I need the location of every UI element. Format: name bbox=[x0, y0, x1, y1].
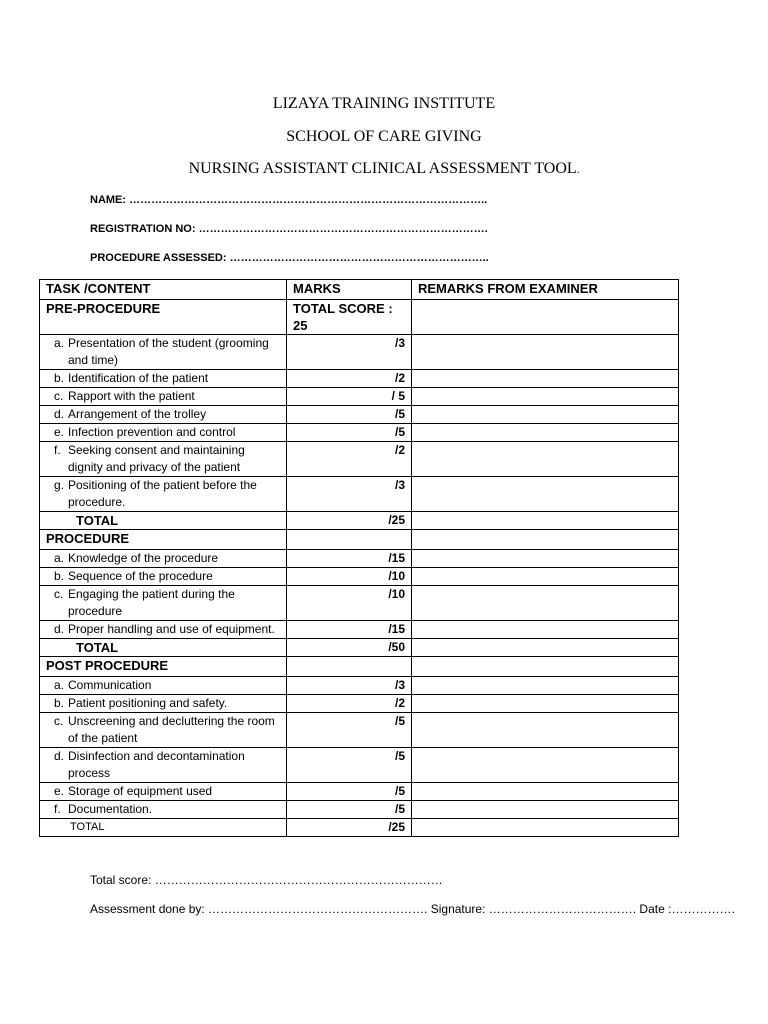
remarks-cell[interactable] bbox=[412, 530, 679, 550]
table-row bbox=[40, 335, 679, 370]
school-name: SCHOOL OF CARE GIVING bbox=[286, 127, 482, 145]
task-cell bbox=[40, 370, 287, 388]
marks-cell: /5 bbox=[287, 406, 412, 424]
item-text: Engaging the patient during the procedure bbox=[68, 587, 235, 618]
tool-title-suffix: . bbox=[576, 164, 580, 176]
task-cell bbox=[40, 335, 287, 370]
remarks-cell[interactable] bbox=[412, 586, 679, 621]
remarks-cell[interactable] bbox=[412, 748, 679, 783]
section-row-procedure bbox=[40, 530, 679, 550]
task-cell bbox=[40, 568, 287, 586]
marks-cell: /5 bbox=[287, 783, 412, 801]
task-cell bbox=[40, 406, 287, 424]
task-content bbox=[46, 388, 280, 405]
remarks-cell[interactable] bbox=[412, 783, 679, 801]
procedure-field[interactable]: PROCEDURE ASSESSED: …………………………………………………………….. bbox=[90, 252, 489, 264]
task-cell bbox=[40, 388, 287, 406]
remarks-cell[interactable] bbox=[412, 512, 679, 530]
total-row bbox=[40, 639, 679, 657]
table-row bbox=[40, 388, 679, 406]
marks-cell bbox=[287, 530, 412, 550]
task-content bbox=[46, 424, 280, 441]
col-marks-header: MARKS bbox=[287, 280, 412, 300]
item-text: Identification of the patient bbox=[68, 371, 209, 385]
item-text: Disinfection and decontamination process bbox=[68, 749, 245, 780]
table-row bbox=[40, 713, 679, 748]
remarks-cell[interactable] bbox=[412, 657, 679, 677]
task-cell bbox=[40, 424, 287, 442]
table-row bbox=[40, 586, 679, 621]
table-row bbox=[40, 424, 679, 442]
marks-cell bbox=[287, 657, 412, 677]
section-row-pre-procedure bbox=[40, 300, 679, 335]
item-text: Proper handling and use of equipment. bbox=[68, 622, 275, 636]
item-letter: b. bbox=[54, 569, 65, 583]
item-letter: a. bbox=[54, 336, 65, 350]
table-row bbox=[40, 550, 679, 568]
total-row bbox=[40, 819, 679, 837]
institute-name: LIZAYA TRAINING INSTITUTE bbox=[272, 95, 496, 112]
total-marks: /50 bbox=[287, 639, 412, 657]
section-row-post-procedure bbox=[40, 657, 679, 677]
item-text: Seeking consent and maintaining dignity and privacy of the patient bbox=[68, 443, 245, 474]
total-label: TOTAL bbox=[40, 512, 287, 530]
remarks-cell[interactable] bbox=[412, 388, 679, 406]
marks-cell: /2 bbox=[287, 442, 412, 477]
remarks-cell[interactable] bbox=[412, 677, 679, 695]
marks-cell: /10 bbox=[287, 586, 412, 621]
col-remarks-header: REMARKS FROM EXAMINER bbox=[412, 280, 679, 300]
item-text: Storage of equipment used bbox=[68, 784, 213, 798]
item-letter: b. bbox=[54, 371, 65, 385]
task-cell bbox=[40, 586, 287, 621]
assessment-table bbox=[39, 279, 679, 837]
remarks-cell[interactable] bbox=[412, 550, 679, 568]
item-letter: a. bbox=[54, 678, 65, 692]
task-cell bbox=[40, 801, 287, 819]
task-cell bbox=[40, 695, 287, 713]
remarks-cell[interactable] bbox=[412, 477, 679, 512]
task-cell bbox=[40, 550, 287, 568]
table-header-row bbox=[40, 280, 679, 300]
remarks-cell[interactable] bbox=[412, 713, 679, 748]
marks-cell: / 5 bbox=[287, 388, 412, 406]
marks-cell: /5 bbox=[287, 424, 412, 442]
item-letter: g. bbox=[54, 478, 65, 492]
document-header bbox=[0, 92, 768, 190]
total-label: TOTAL bbox=[40, 639, 287, 657]
remarks-cell[interactable] bbox=[412, 695, 679, 713]
remarks-cell[interactable] bbox=[412, 424, 679, 442]
col-task-header: TASK /CONTENT bbox=[40, 280, 287, 300]
item-letter: e. bbox=[54, 425, 65, 439]
task-content bbox=[46, 568, 280, 585]
marks-cell: /5 bbox=[287, 801, 412, 819]
remarks-cell[interactable] bbox=[412, 568, 679, 586]
remarks-cell[interactable] bbox=[412, 819, 679, 837]
total-marks: /25 bbox=[287, 819, 412, 837]
table-row bbox=[40, 370, 679, 388]
task-cell bbox=[40, 713, 287, 748]
task-content bbox=[46, 586, 280, 620]
remarks-cell[interactable] bbox=[412, 370, 679, 388]
task-content bbox=[46, 713, 280, 747]
marks-cell: /5 bbox=[287, 748, 412, 783]
item-text: Sequence of the procedure bbox=[68, 569, 213, 583]
marks-cell: /5 bbox=[287, 713, 412, 748]
item-letter: c. bbox=[54, 587, 64, 601]
item-text: Presentation of the student (grooming and time) bbox=[68, 336, 269, 367]
item-text: Rapport with the patient bbox=[68, 389, 195, 403]
task-cell bbox=[40, 748, 287, 783]
item-text: Unscreening and decluttering the room of the patient bbox=[68, 714, 275, 745]
section-title: PRE-PROCEDURE bbox=[40, 300, 287, 335]
assessment-signature-line[interactable]: Assessment done by: ………………………………………………. Signature: ………………………………. Date :……………. bbox=[90, 902, 735, 916]
total-marks: /25 bbox=[287, 512, 412, 530]
footer bbox=[90, 870, 735, 928]
task-cell bbox=[40, 621, 287, 639]
task-content bbox=[46, 550, 280, 567]
total-score-field[interactable]: Total score: ……………………………………………………………… bbox=[90, 873, 443, 887]
marks-cell: /10 bbox=[287, 568, 412, 586]
registration-field[interactable]: REGISTRATION NO: ……………………………………………………………………. bbox=[90, 223, 488, 235]
item-letter: c. bbox=[54, 389, 64, 403]
item-letter: d. bbox=[54, 407, 65, 421]
remarks-cell[interactable] bbox=[412, 442, 679, 477]
table-row bbox=[40, 442, 679, 477]
marks-cell: /3 bbox=[287, 335, 412, 370]
candidate-fields bbox=[90, 190, 489, 277]
task-content bbox=[46, 442, 280, 476]
item-letter: a. bbox=[54, 551, 65, 565]
marks-cell: /15 bbox=[287, 550, 412, 568]
item-letter: e. bbox=[54, 784, 65, 798]
task-content bbox=[46, 695, 280, 712]
task-cell bbox=[40, 477, 287, 512]
marks-cell: /15 bbox=[287, 621, 412, 639]
item-text: Infection prevention and control bbox=[68, 425, 236, 439]
item-letter: d. bbox=[54, 749, 65, 763]
table-row bbox=[40, 748, 679, 783]
task-content bbox=[46, 621, 280, 638]
task-content bbox=[46, 801, 280, 818]
item-text: Communication bbox=[68, 678, 152, 692]
total-label: TOTAL bbox=[40, 819, 287, 837]
table-row bbox=[40, 677, 679, 695]
item-letter: d. bbox=[54, 622, 65, 636]
task-content bbox=[46, 477, 280, 511]
marks-cell: /3 bbox=[287, 677, 412, 695]
item-text: Knowledge of the procedure bbox=[68, 551, 219, 565]
item-letter: f. bbox=[54, 443, 61, 457]
task-content bbox=[46, 748, 280, 782]
item-text: Positioning of the patient before the procedure. bbox=[68, 478, 257, 509]
item-text: Documentation. bbox=[68, 802, 153, 816]
table-row bbox=[40, 568, 679, 586]
table-row bbox=[40, 783, 679, 801]
table-row bbox=[40, 695, 679, 713]
marks-cell: /2 bbox=[287, 695, 412, 713]
item-text: Arrangement of the trolley bbox=[68, 407, 207, 421]
remarks-cell[interactable] bbox=[412, 300, 679, 335]
name-field[interactable]: NAME: …………………………………………………………………………………….. bbox=[90, 194, 488, 206]
tool-title-text: NURSING ASSISTANT CLINICAL ASSESSMENT TOOL bbox=[188, 160, 577, 177]
item-letter: f. bbox=[54, 802, 61, 816]
table-row bbox=[40, 477, 679, 512]
remarks-cell[interactable] bbox=[412, 335, 679, 370]
marks-cell: /2 bbox=[287, 370, 412, 388]
remarks-cell[interactable] bbox=[412, 801, 679, 819]
task-cell bbox=[40, 442, 287, 477]
item-letter: c. bbox=[54, 714, 64, 728]
task-content bbox=[46, 370, 280, 387]
total-score-label: TOTAL SCORE : 25 bbox=[287, 300, 412, 335]
task-cell bbox=[40, 677, 287, 695]
item-text: Patient positioning and safety. bbox=[68, 696, 228, 710]
table-row bbox=[40, 621, 679, 639]
section-title: POST PROCEDURE bbox=[40, 657, 287, 677]
tool-title bbox=[0, 157, 768, 190]
task-content bbox=[46, 406, 280, 423]
total-row bbox=[40, 512, 679, 530]
remarks-cell[interactable] bbox=[412, 639, 679, 657]
table-row bbox=[40, 801, 679, 819]
marks-cell: /3 bbox=[287, 477, 412, 512]
task-content bbox=[46, 335, 280, 369]
task-content bbox=[46, 677, 280, 694]
item-letter: b. bbox=[54, 696, 65, 710]
remarks-cell[interactable] bbox=[412, 406, 679, 424]
section-title: PROCEDURE bbox=[40, 530, 287, 550]
remarks-cell[interactable] bbox=[412, 621, 679, 639]
table-row bbox=[40, 406, 679, 424]
task-cell bbox=[40, 783, 287, 801]
task-content bbox=[46, 783, 280, 800]
